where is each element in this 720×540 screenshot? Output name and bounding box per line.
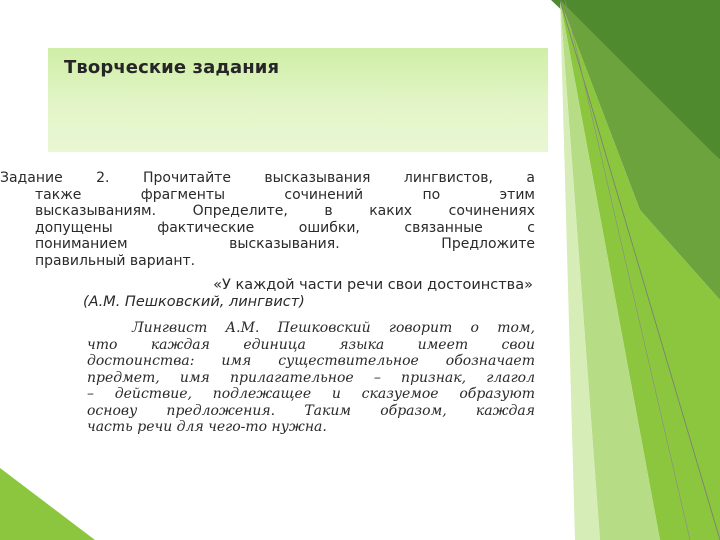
task-line: также фрагменты сочинений по этим (35, 186, 535, 203)
quote-text: «У каждой части речи свои достоинства» (213, 277, 533, 293)
explanation-line: – действие, подлежащее и сказуемое образуют (87, 386, 535, 402)
explanation-line: основу предложения. Таким образом, каждая (87, 402, 535, 419)
task-line: пониманием высказывания. Предложите (35, 236, 535, 252)
title-box (48, 48, 548, 152)
explanation-line: часть речи для чего-то нужна. (87, 419, 327, 435)
quote-block (55, 277, 535, 310)
quote-author: (А.М. Пешковский, лингвист) (83, 293, 305, 310)
explanation-line: что каждая единица языка имеет свои (87, 336, 535, 353)
explanation-paragraph (87, 320, 535, 436)
task-line: Задание 2. Прочитайте высказывания лингвистов, а (0, 170, 535, 186)
explanation-line: предмет, имя прилагательное – признак, глагол (87, 369, 535, 386)
green-shape-lower-left (0, 468, 95, 540)
task-paragraph (0, 170, 535, 269)
task-line: допущены фактические ошибки, связанные с (35, 219, 535, 236)
explanation-line: Лингвист А.М. Пешковский говорит о том, (132, 320, 535, 336)
task-line: высказываниям. Определите, в каких сочинениях (35, 203, 535, 219)
slide-title: Творческие задания (64, 57, 280, 78)
slide-content (0, 170, 535, 436)
task-line: правильный вариант. (35, 252, 196, 269)
explanation-line: достоинства: имя существительное обозначает (87, 353, 535, 369)
